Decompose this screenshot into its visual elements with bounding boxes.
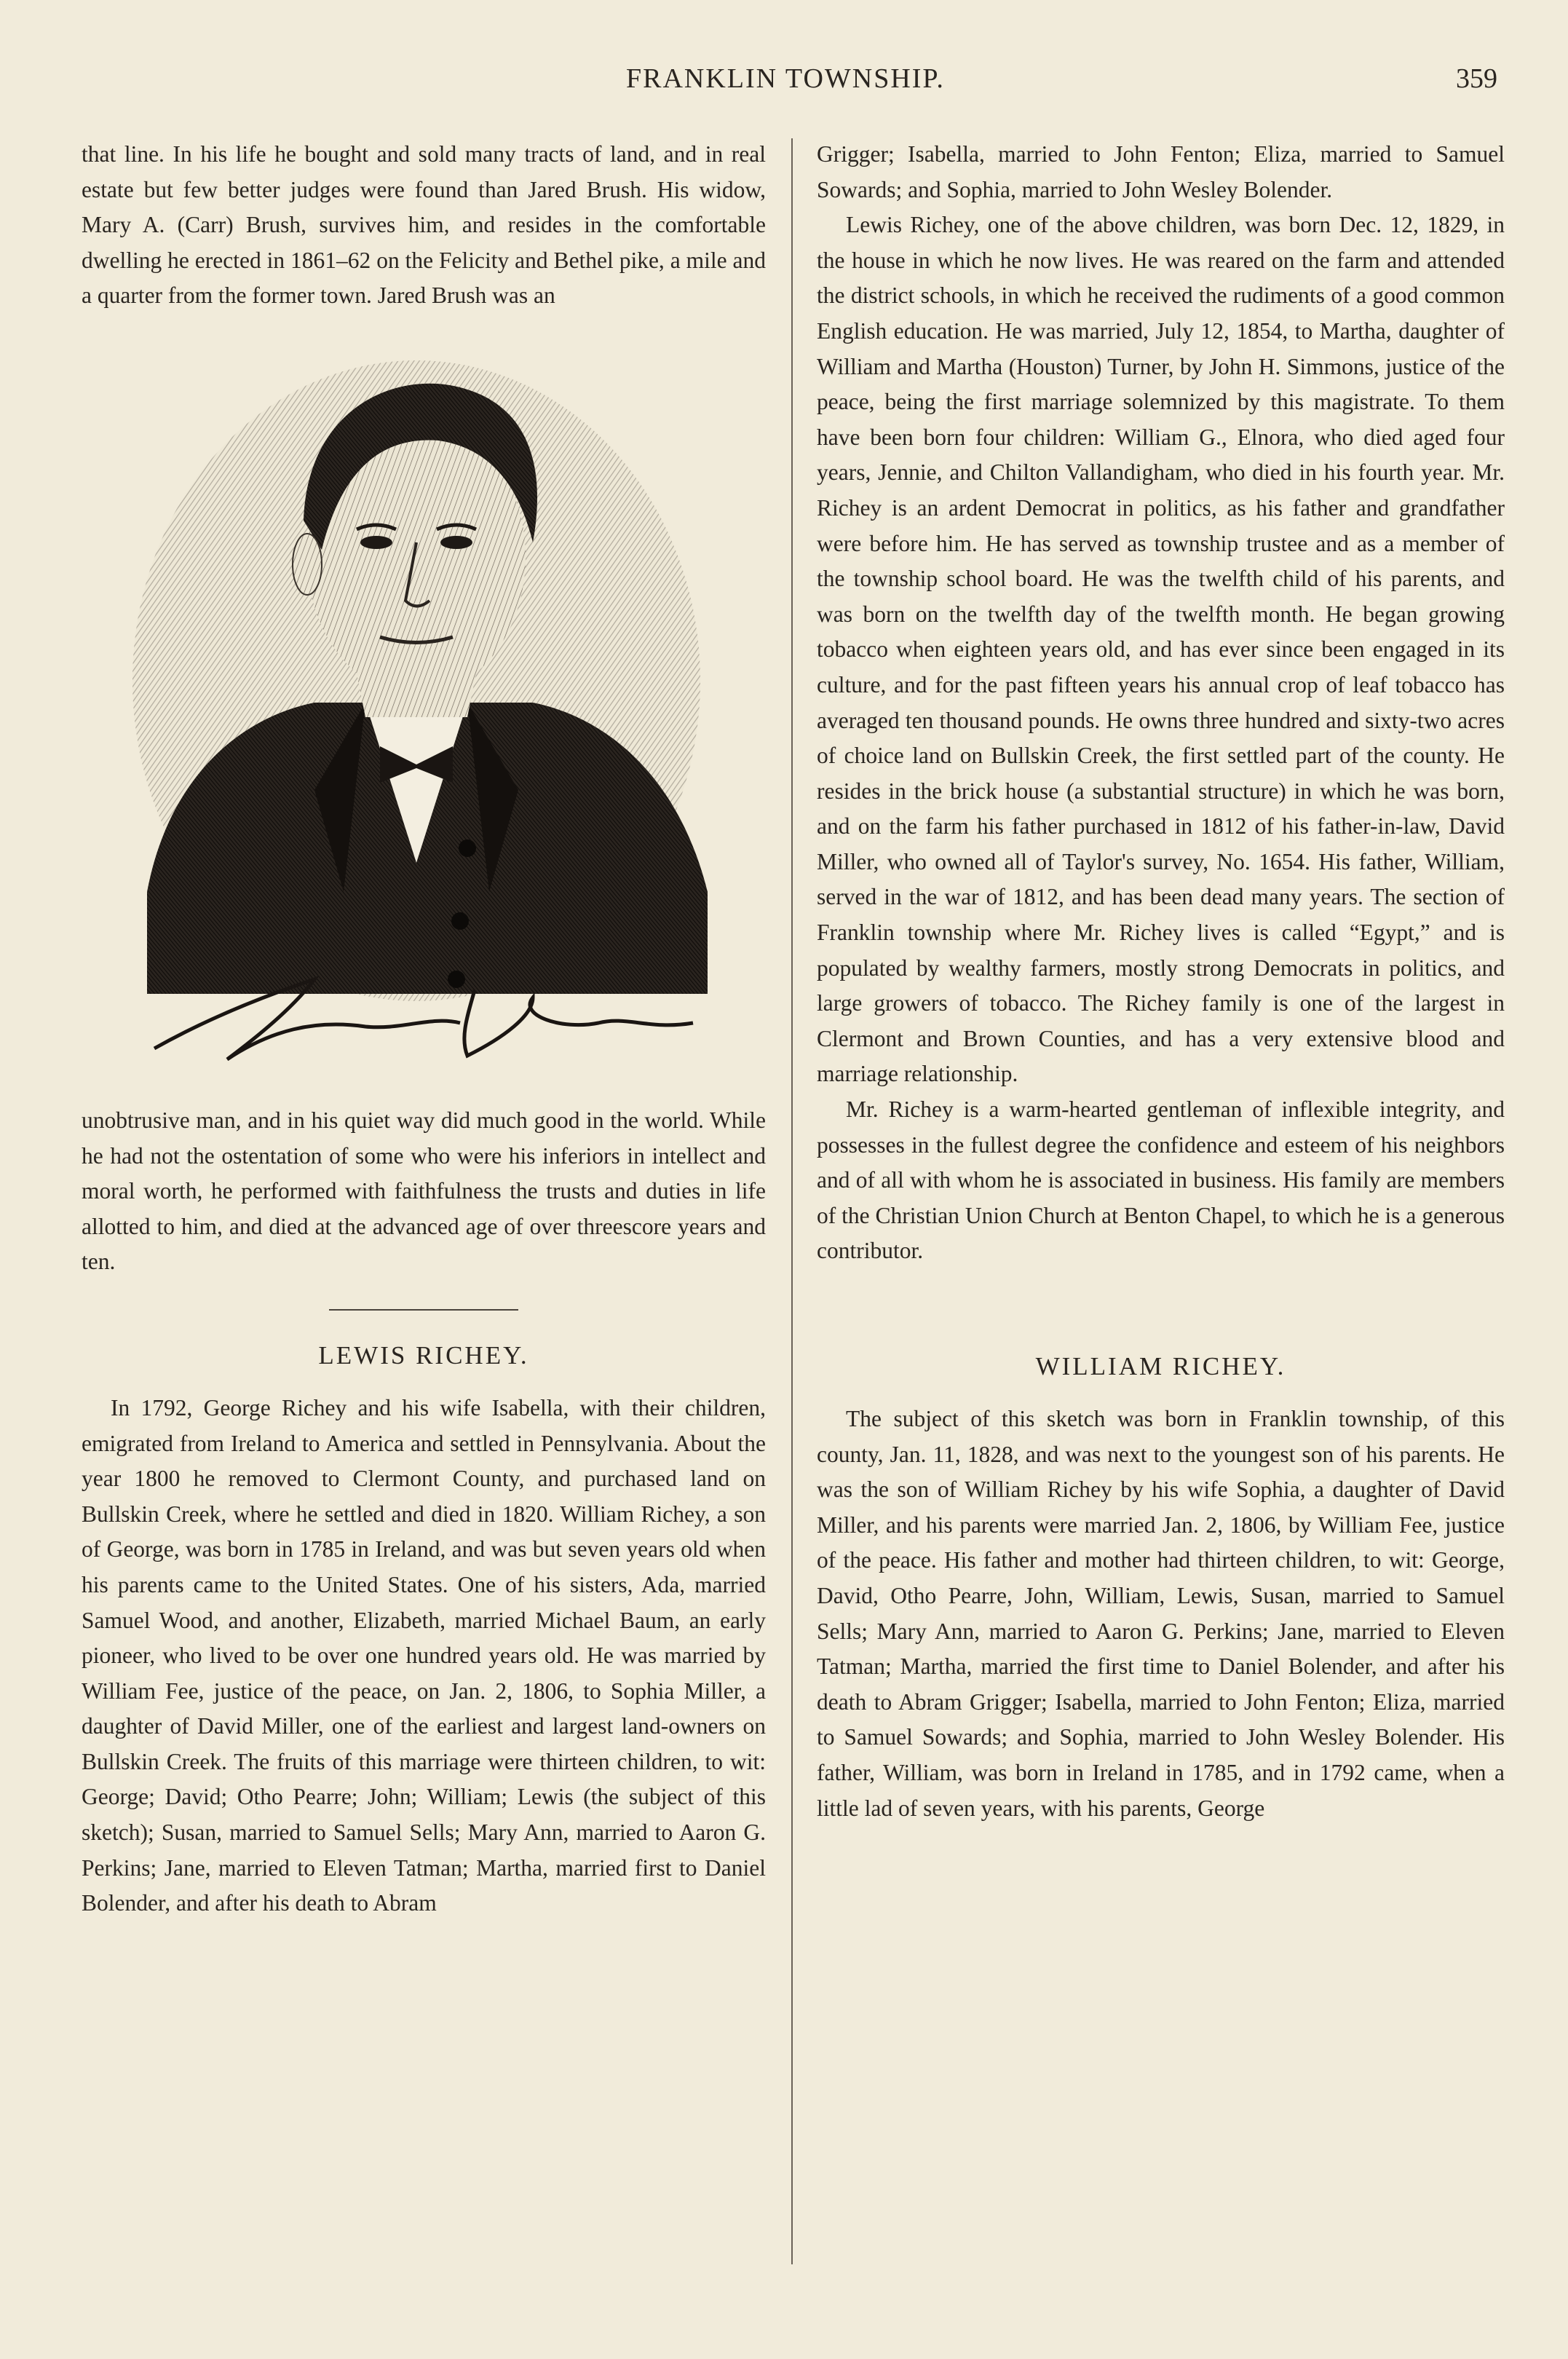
- page-number: 359: [1456, 63, 1497, 94]
- running-title: FRANKLIN TOWNSHIP.: [626, 63, 945, 94]
- spacer: [817, 1269, 1505, 1349]
- paragraph-jared-brush-end: that line. In his life he bought and sold many tracts of land, and in real estate but few better judges were found than Jared Brush. His widow, Mary A. (Carr) Brush, survives him, and resides in the comfortable dwelling he erected in 1861–62 on the Felicity and Bethel pike, a mile and a quarter from the former town. Jared Brush was an: [82, 141, 766, 309]
- paragraph-lewis-richey-biography: Lewis Richey, one of the above children, was born Dec. 12, 1829, in the house in which he now lives. He was reared on the farm and attended the district schools, in which he received the rudiments of a good common English education. He was married, July 12, 1854, to Martha, daughter of William and Martha (Houston) Turner, by John H. Simmons, justice of the peace, being the first marriage solemnized by this magistrate. To them have been born four children: William G., Elnora, who died aged four years, Jennie, and Chilton Vallandigham, who died in his fourth year. Mr. Richey is an ardent Democrat in politics, as his father and grandfather were before him. He has served as township trustee and as a member of the township school board. He was the twelfth child of his parents, and was born on the twelfth day of the twelfth month. He began growing tobacco when eighteen years old, and has ever since been engaged in its culture, and for the past fifteen years his annual crop of leaf tobacco has averaged ten thousand pounds. He owns three hundred and sixty-two acres of choice land on Bullskin Creek, the first settled part of the county. He resides in the brick house (a substantial structure) in which he was born, and on the farm his father purchased in 1812 of his father-in-law, David Miller, who owned all of Taylor's survey, No. 1654. His father, William, served in the war of 1812, and has been dead many years. The section of Franklin township where Mr. Richey lives is called “Egypt,” and is populated by wealthy farmers, mostly strong Democrats in politics, and large growers of tobacco. The Richey family is one of the largest in Clermont and Brown Counties, and has a very extensive blood and marriage relationship.: [817, 212, 1505, 1087]
- paragraph-lewis-richey-character: Mr. Richey is a warm-hearted gentleman of inflexible integrity, and possesses in the fullest degree the confidence and esteem of his neighbors and of all with whom he is associated in business. His family are members of the Christian Union Church at Benton Chapel, to which he is a generous contributor.: [817, 1096, 1505, 1264]
- portrait-engraving: [125, 339, 722, 1081]
- section-divider: [329, 1309, 518, 1311]
- paragraph-jared-brush-character: unobtrusive man, and in his quiet way did much good in the world. While he had not the ostentation of some who were his inferiors in intellect and moral worth, he performed with faithfulness the trusts and duties in life allotted to him, and died at the advanced age of over threescore years and ten.: [82, 1107, 766, 1275]
- left-column: [82, 137, 766, 1921]
- paragraph-lewis-richey-family: In 1792, George Richey and his wife Isabella, with their children, emigrated from Ireland to America and settled in Pennsylvania. About the year 1800 he removed to Clermont County, and purchased land on Bullskin Creek, where he settled and died in 1820. William Richey, a son of George, was born in 1785 in Ireland, and was but seven years old when his parents came to the United States. One of his sisters, Ada, married Samuel Wood, and another, Elizabeth, married Michael Baum, an early pioneer, who lived to be over one hundred years old. He was married by William Fee, justice of the peace, on Jan. 2, 1806, to Sophia Miller, a daughter of David Miller, one of the earliest and largest land-owners on Bullskin Creek. The fruits of this marriage were thirteen children, to wit: George; David; Otho Pearre; John; William; Lewis (the subject of this sketch); Susan, married to Samuel Sells; Mary Ann, married to Aaron G. Perkins; Jane, married to Eleven Tatman; Martha, married first to Daniel Bolender, and after his death to Abram: [82, 1394, 766, 1916]
- paragraph-continued: Grigger; Isabella, married to John Fenton; Eliza, married to Samuel Sowards; and Sophia, married to John Wesley Bolender.: [817, 141, 1505, 202]
- paragraph-william-richey: The subject of this sketch was born in Franklin township, of this county, Jan. 11, 1828, and was next to the youngest son of his parents. He was the son of William Richey by his wife Sophia, a daughter of David Miller, and his parents were married Jan. 2, 1806, by William Fee, justice of the peace. His father and mother had thirteen children, to wit: George, David, Otho Pearre, John, William, Lewis, Susan, married to Samuel Sells; Mary Ann, married to Aaron G. Perkins; Jane, married to Eleven Tatman; Martha, married the first time to Daniel Bolender, and after his death to Abram Grigger; Isabella, married to John Fenton; Eliza, married to Samuel Sowards; and Sophia, married to John Wesley Bolender. His father, William, was born in Ireland in 1785, and in 1792 came, when a little lad of seven years, with his parents, George: [817, 1406, 1505, 1821]
- page-header: [0, 63, 1568, 106]
- right-column: [817, 137, 1505, 1826]
- portrait-illustration: [125, 339, 722, 1081]
- column-divider: [791, 138, 793, 2264]
- heading-william-richey: WILLIAM RICHEY.: [1035, 1352, 1286, 1380]
- heading-lewis-richey: LEWIS RICHEY.: [318, 1340, 529, 1370]
